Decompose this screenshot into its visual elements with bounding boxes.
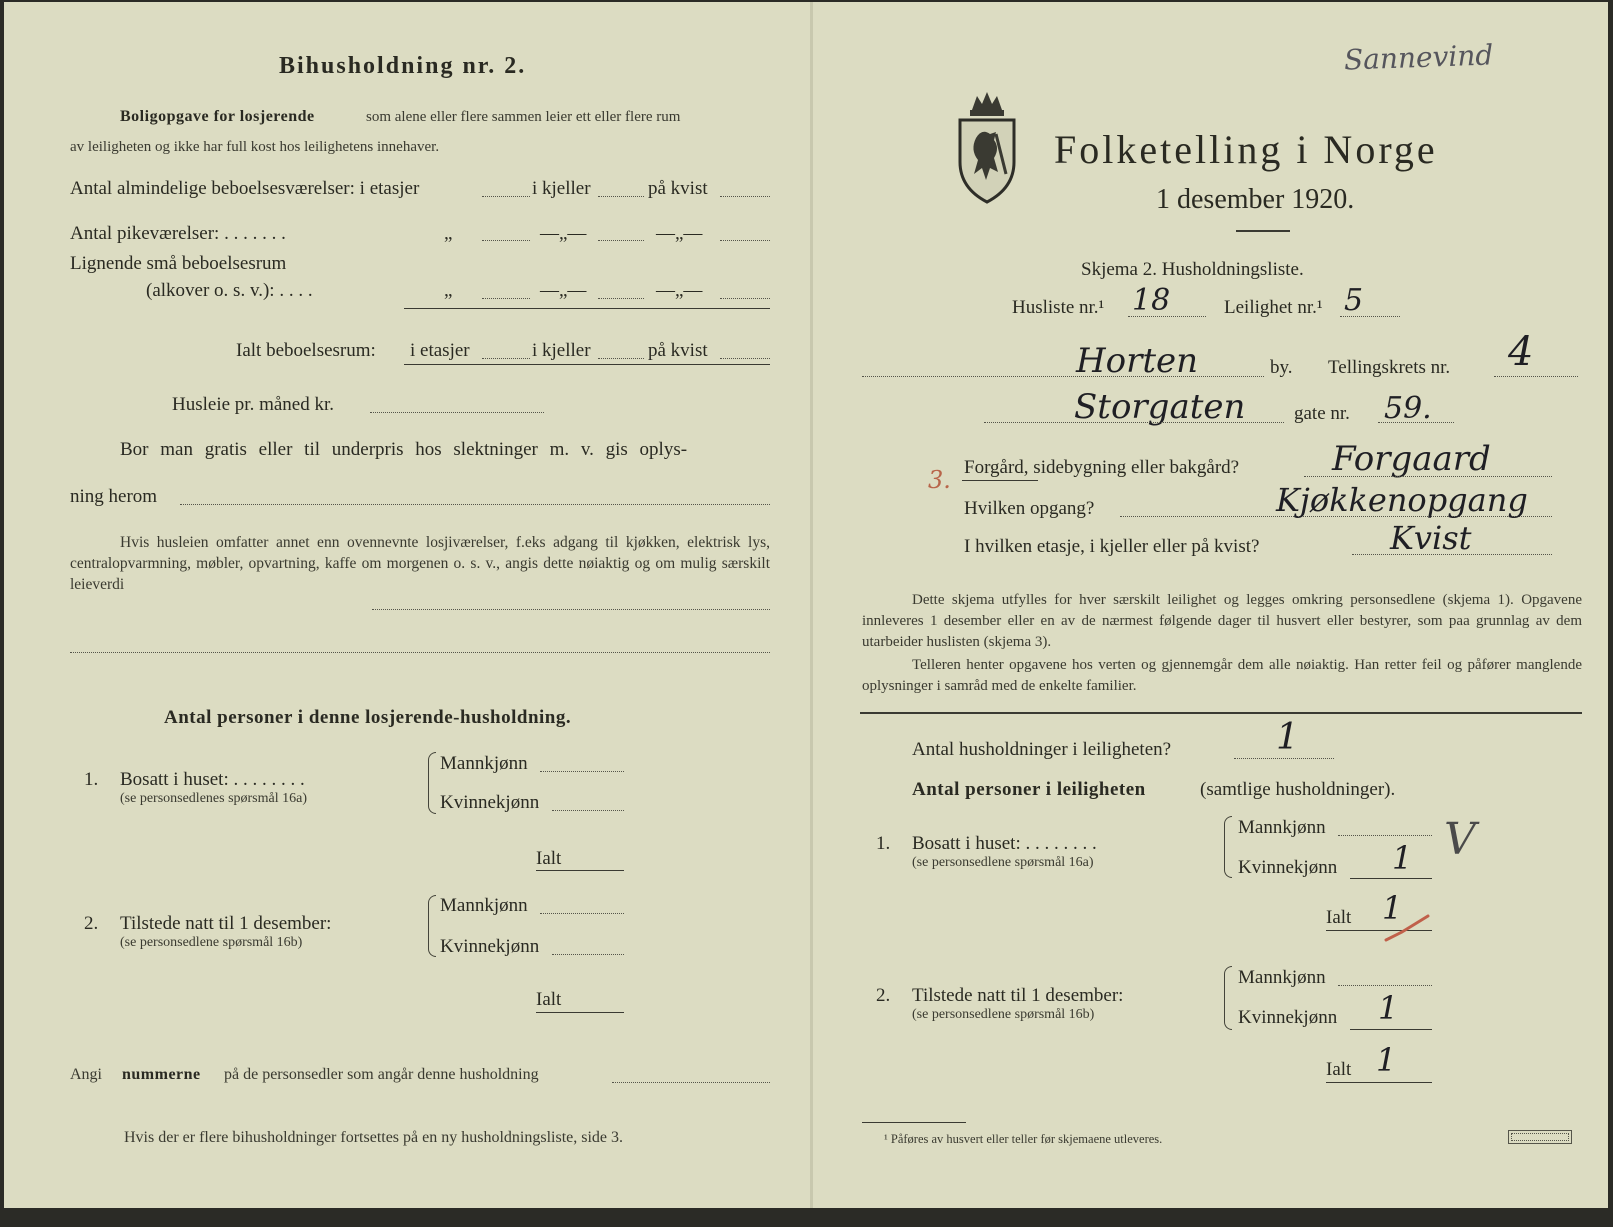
right-q2-brace — [1224, 966, 1232, 1030]
left-q1-sub: (se personsedlenes spørsmål 16a) — [120, 791, 308, 806]
leilighet-line — [1340, 316, 1400, 317]
rooms-label: Antal almindelige beboelsesværelser: i etasjer — [70, 178, 420, 199]
census-form-sheet — [4, 2, 1608, 1208]
red-check-mark-icon — [1382, 912, 1432, 946]
intro-line2: av leiligheten og ikke har full kost hos leilighetens innehaver. — [70, 139, 440, 155]
ialt-rule-top — [404, 308, 770, 309]
husliste-value: 18 — [1132, 283, 1171, 318]
rooms-kvist: på kvist — [648, 178, 708, 199]
left-q1-brace — [428, 752, 436, 814]
pike-label: Antal pikeværelser: . . . . . . . — [70, 223, 286, 244]
krets-line — [1494, 376, 1578, 377]
intro-bold: Boligopgave for losjerende — [120, 108, 315, 125]
lignende-line-1 — [482, 298, 530, 299]
forgard-label: Forgård, sidebygning eller bakgård? — [964, 457, 1240, 478]
rooms-kjeller-line — [598, 196, 644, 197]
angi-rest: på de personsedler som angår denne husholdning — [224, 1066, 539, 1083]
left-q1-ialt-line — [536, 870, 624, 871]
right-q2-sub: (se personsedlene spørsmål 16b) — [912, 1007, 1095, 1022]
left-q1-label: Bosatt i huset: . . . . . . . . — [120, 769, 305, 790]
left-footer: Hvis der er flere bihusholdninger fortsettes på en ny husholdningsliste, side 3. — [124, 1129, 624, 1146]
bor-line1: Bor man gratis eller til underpris hos slektninger m. v. gis oplys- — [120, 439, 688, 460]
left-q2-ialt-line — [536, 1012, 624, 1013]
right-q2-kvinne-value: 1 — [1378, 989, 1399, 1027]
hush-value: 1 — [1276, 717, 1299, 758]
left-title: Bihusholdning nr. 2. — [279, 53, 527, 79]
right-q1-label: Bosatt i huset: . . . . . . . . — [912, 833, 1097, 854]
right-q1-brace — [1224, 816, 1232, 878]
info-paragraph-2: Telleren henter opgavene hos verten og gjennemgår dem alle nøiaktig. Han retter feil og påfører manglende oplysninger i samråd med de enkelte familier. — [862, 657, 1582, 694]
husleie-label: Husleie pr. måned kr. — [172, 394, 334, 415]
left-q1-num: 1. — [84, 769, 99, 790]
lignende-line-3 — [720, 298, 770, 299]
forgard-underline — [962, 480, 1038, 481]
bor-line2: ning herom — [70, 486, 158, 507]
etasje-label: I hvilken etasje, i kjeller eller på kvist? — [964, 536, 1260, 557]
leilighet-value: 5 — [1344, 283, 1364, 318]
right-q2-mann-line — [1338, 985, 1432, 986]
pike-line-2 — [598, 240, 644, 241]
ialt-etasjer-line — [482, 358, 530, 359]
left-q1-mann-line — [540, 771, 624, 772]
right-title: Folketelling i Norge — [1054, 127, 1438, 172]
right-q2-kvinne-line — [1350, 1029, 1432, 1030]
gate-nr-value: 59. — [1384, 391, 1432, 426]
pike-line-1 — [482, 240, 530, 241]
hush-line — [1234, 758, 1334, 759]
lignende-line2: (alkover o. s. v.): . . . . — [146, 280, 313, 301]
hvis-line-1 — [372, 609, 770, 610]
skjema-label: Skjema 2. Husholdningsliste. — [1081, 259, 1304, 280]
ialt-etasjer: i etasjer — [410, 340, 470, 361]
printer-stamp — [1508, 1130, 1572, 1144]
krets-value: 4 — [1508, 329, 1534, 375]
info-paragraph: Dette skjema utfylles for hver særskilt leilighet og legges omkring personsedlene (skjema 1). Opgavene innleveres 1 desember eller en av de nærmest følgende dager til husvert eller bestyrer, som paa grunnlag av dem utarbeider huslisten (skjema 3). — [862, 592, 1582, 650]
hvis-line-2 — [70, 652, 770, 653]
gate-label: gate nr. — [1294, 403, 1350, 424]
right-q1-sub: (se personsedlene spørsmål 16a) — [912, 855, 1094, 870]
angi-line — [612, 1082, 770, 1083]
antal-rest: (samtlige husholdninger). — [1200, 779, 1396, 800]
ialt-rooms-label: Ialt beboelsesrum: — [236, 340, 376, 361]
pike-ditto-1: „ — [444, 223, 453, 244]
left-antal-heading: Antal personer i denne losjerende-husholdning. — [164, 707, 572, 728]
page-fold — [810, 2, 813, 1208]
tally-mark: V — [1444, 814, 1476, 865]
right-q1-kvinne-value: 1 — [1392, 839, 1413, 877]
left-q2-kvinne: Kvinnekjønn — [440, 936, 540, 957]
left-q2-mann-line — [540, 913, 624, 914]
left-q1-kvinne: Kvinnekjønn — [440, 792, 540, 813]
left-q2-brace — [428, 895, 436, 957]
left-q1-ialt: Ialt — [536, 848, 562, 869]
lignende-line-2 — [598, 298, 644, 299]
right-q2-mann: Mannkjønn — [1238, 967, 1326, 988]
pike-line-3 — [720, 240, 770, 241]
left-q2-label: Tilstede natt til 1 desember: — [120, 913, 332, 934]
right-q1-ialt: Ialt — [1326, 907, 1352, 928]
opgang-value: Kjøkkenopgang — [1276, 481, 1528, 519]
right-q2-ialt-value: 1 — [1376, 1041, 1397, 1079]
etasje-value: Kvist — [1390, 519, 1472, 557]
husliste-label: Husliste nr.¹ — [1012, 297, 1105, 318]
rooms-kvist-line — [720, 196, 770, 197]
left-q2-num: 2. — [84, 913, 99, 934]
pike-ditto-3: —„— — [656, 223, 703, 244]
right-q1-ialt-value: 1 — [1382, 889, 1403, 927]
right-q2-num: 2. — [876, 985, 891, 1006]
ialt-kvist-line — [720, 358, 770, 359]
right-q1-num: 1. — [876, 833, 891, 854]
footnote-rule — [862, 1122, 966, 1123]
left-q2-kvinne-line — [552, 954, 624, 955]
forgard-line — [1304, 476, 1552, 477]
right-q2-label: Tilstede natt til 1 desember: — [912, 985, 1124, 1006]
left-q1-mann: Mannkjønn — [440, 753, 528, 774]
krets-label: Tellingskrets nr. — [1328, 357, 1451, 378]
by-label: by. — [1270, 357, 1293, 378]
husleie-line — [370, 412, 544, 413]
title-rule — [1236, 230, 1290, 232]
right-q1-mann-line — [1338, 835, 1432, 836]
rooms-etasjer-line — [482, 196, 530, 197]
norway-coat-of-arms-icon — [952, 88, 1022, 208]
husliste-line — [1128, 316, 1206, 317]
lignende-ditto-1: „ — [444, 280, 453, 301]
left-q2-mann: Mannkjønn — [440, 895, 528, 916]
right-date: 1 desember 1920. — [1156, 184, 1355, 215]
intro-rest: som alene eller flere sammen leier ett eller flere rum — [366, 109, 681, 125]
gate-line — [984, 422, 1284, 423]
info-rule — [860, 712, 1582, 714]
angi-bold: nummerne — [122, 1066, 201, 1083]
lignende-ditto-2: —„— — [540, 280, 587, 301]
lignende-ditto-3: —„— — [656, 280, 703, 301]
lignende-line1: Lignende små beboelsesrum — [70, 253, 287, 274]
bor-line — [180, 504, 770, 505]
pike-ditto-2: —„— — [540, 223, 587, 244]
rooms-kjeller: i kjeller — [532, 178, 591, 199]
by-line — [862, 376, 1264, 377]
hvis-paragraph: Hvis husleien omfatter annet enn ovennevnte losjiværelser, f.eks adgang til kjøkken, elektrisk lys, centralopvarmning, møbler, opvartning, kaffe om morgenen o. s. v., angis dette nøiaktig og om mulig særskilt leieverdi — [70, 534, 770, 593]
margin-red-mark: 3. — [928, 466, 951, 494]
antal-bold: Antal personer i leiligheten — [912, 779, 1146, 800]
left-q2-ialt: Ialt — [536, 989, 562, 1010]
left-q2-sub: (se personsedlene spørsmål 16b) — [120, 935, 303, 950]
ialt-rule-bottom — [404, 364, 770, 365]
right-q2-ialt: Ialt — [1326, 1059, 1352, 1080]
ialt-kjeller-line — [598, 358, 644, 359]
leilighet-label: Leilighet nr.¹ — [1224, 297, 1323, 318]
right-q2-ialt-line — [1326, 1082, 1432, 1083]
opgang-label: Hvilken opgang? — [964, 498, 1095, 519]
right-q1-kvinne-line — [1350, 878, 1432, 879]
ialt-kvist: på kvist — [648, 340, 708, 361]
right-q1-mann: Mannkjønn — [1238, 817, 1326, 838]
right-q1-kvinne: Kvinnekjønn — [1238, 857, 1338, 878]
corner-handwriting: Sannevind — [1343, 38, 1494, 77]
angi-pre: Angi — [70, 1066, 102, 1083]
gate-nr-line — [1378, 422, 1454, 423]
gate-value: Storgaten — [1074, 387, 1246, 427]
ialt-kjeller: i kjeller — [532, 340, 591, 361]
forgard-value: Forgaard — [1332, 439, 1491, 479]
hush-label: Antal husholdninger i leiligheten? — [912, 739, 1172, 760]
by-value: Horten — [1076, 341, 1199, 381]
right-q2-kvinne: Kvinnekjønn — [1238, 1007, 1338, 1028]
right-footnote: ¹ Påføres av husvert eller teller før skjemaene utleveres. — [884, 1132, 1163, 1146]
left-q1-kvinne-line — [552, 810, 624, 811]
